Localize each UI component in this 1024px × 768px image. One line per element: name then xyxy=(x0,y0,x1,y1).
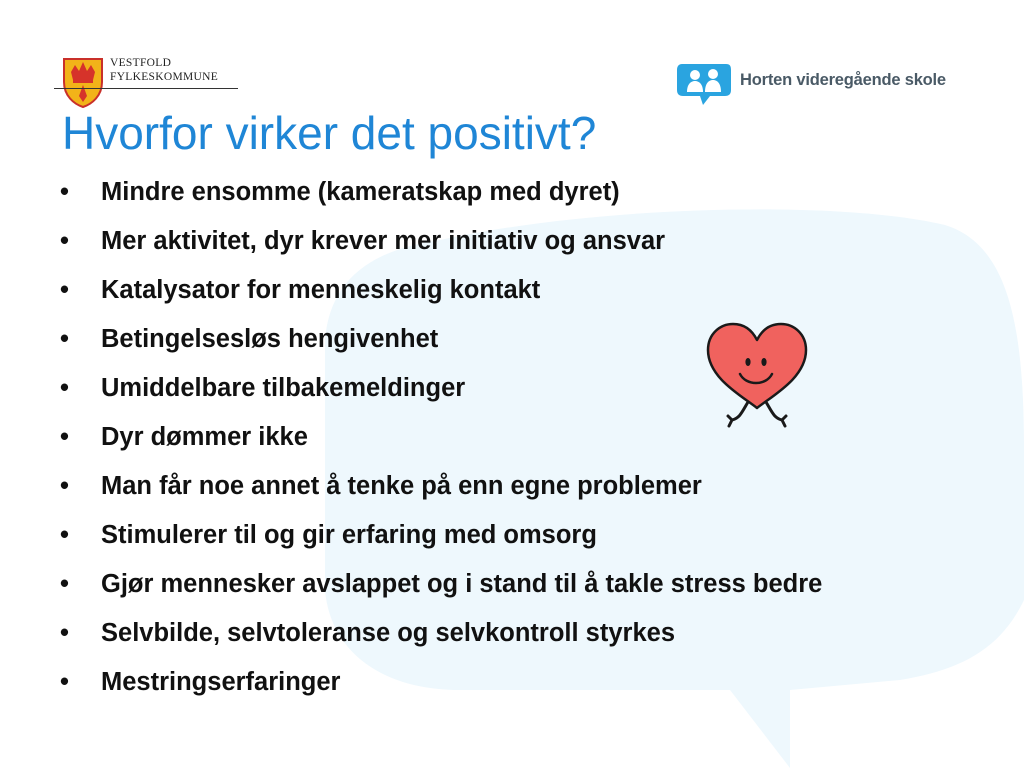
bullet-text: Gjør mennesker avslappet og i stand til å takle stress bedre xyxy=(101,570,823,598)
coat-of-arms-icon xyxy=(62,56,104,108)
bullet-item xyxy=(60,223,960,259)
bullet-dot: • xyxy=(60,423,69,451)
bullet-text: Umiddelbare tilbakemeldinger xyxy=(101,374,466,402)
bullet-item xyxy=(60,664,960,700)
bullet-item xyxy=(60,272,960,308)
bullet-text: Dyr dømmer ikke xyxy=(101,423,308,451)
org-name-line2: FYLKESKOMMUNE xyxy=(110,71,219,83)
bullet-text: Mindre ensomme (kameratskap med dyret) xyxy=(101,178,620,206)
bullet-text: Mestringserfaringer xyxy=(101,668,341,696)
bullet-dot: • xyxy=(60,521,69,549)
horten-vgs-logo xyxy=(676,62,986,106)
bullet-dot: • xyxy=(60,570,69,598)
vestfold-fylkeskommune-logo xyxy=(54,56,244,112)
bullet-item xyxy=(60,174,960,210)
bullet-dot: • xyxy=(60,276,69,304)
org-name-line1: VESTFOLD xyxy=(110,57,172,69)
smiling-heart-icon xyxy=(702,320,812,434)
bullet-item xyxy=(60,419,960,455)
bullet-text: Man får noe annet å tenke på enn egne problemer xyxy=(101,472,702,500)
bullet-dot: • xyxy=(60,374,69,402)
bullet-text: Katalysator for menneskelig kontakt xyxy=(101,276,541,304)
bullet-dot: • xyxy=(60,668,69,696)
bullet-item xyxy=(60,321,960,357)
bullet-dot: • xyxy=(60,472,69,500)
bullet-text: Selvbilde, selvtoleranse og selvkontroll styrkes xyxy=(101,619,675,647)
bullet-item xyxy=(60,517,960,553)
logo-underline xyxy=(54,88,238,89)
bullet-text: Stimulerer til og gir erfaring med omsorg xyxy=(101,521,597,549)
bullet-text: Mer aktivitet, dyr krever mer initiativ og ansvar xyxy=(101,227,666,255)
speech-bubble-people-icon xyxy=(676,62,732,106)
bullet-dot: • xyxy=(60,178,69,206)
bullet-item xyxy=(60,566,960,602)
bullet-dot: • xyxy=(60,227,69,255)
bullet-text: Betingelsesløs hengivenhet xyxy=(101,325,439,353)
bullet-item xyxy=(60,370,960,406)
bullet-dot: • xyxy=(60,619,69,647)
bullet-list xyxy=(60,174,960,713)
bullet-dot: • xyxy=(60,325,69,353)
slide-title: Hvorfor virker det positivt? xyxy=(62,107,597,159)
school-name: Horten videregående skole xyxy=(740,71,946,89)
bullet-item xyxy=(60,615,960,651)
bullet-item xyxy=(60,468,960,504)
